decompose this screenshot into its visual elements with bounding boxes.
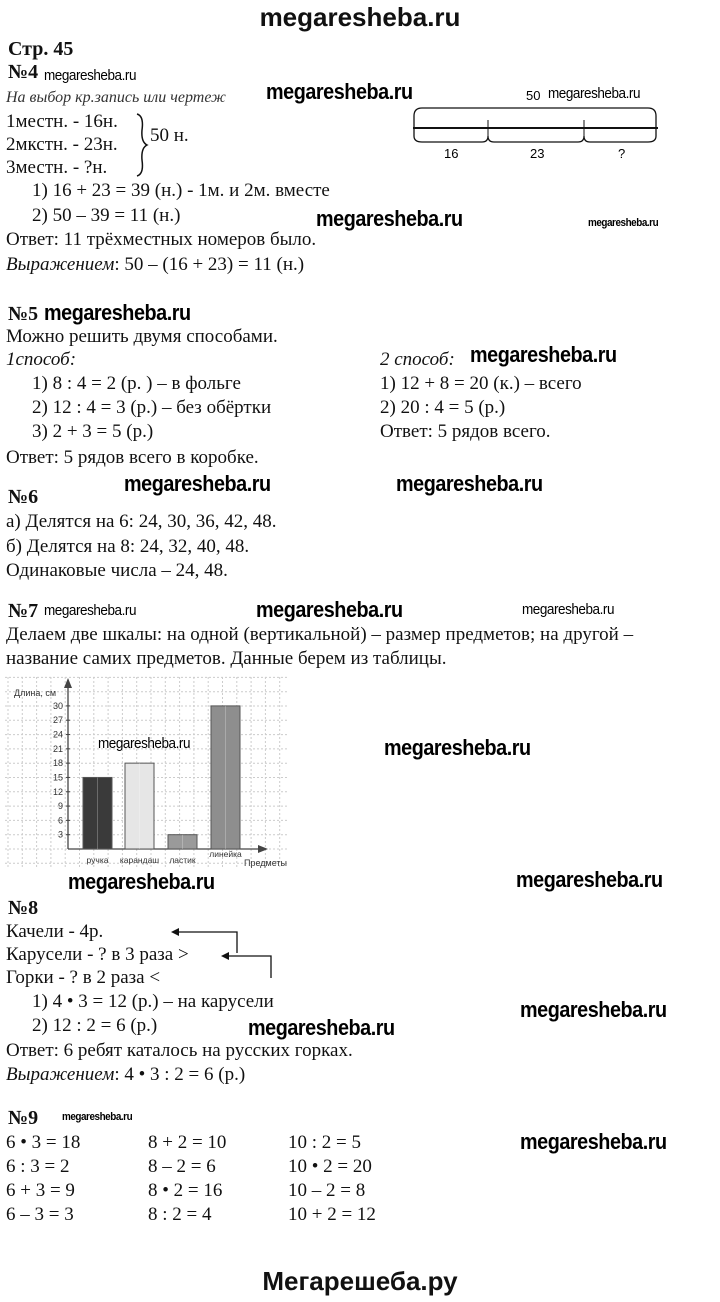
watermark: megaresheba.ru [316,206,463,231]
task9-equation: 6 : 3 = 2 [6,1156,70,1177]
task9-equation: 10 – 2 = 8 [288,1180,366,1201]
y-tick-label: 30 [52,700,63,711]
way1-label: 1способ: [6,349,77,370]
task9-equation: 6 – 3 = 3 [6,1204,74,1225]
task4-total: 50 н. [150,125,189,146]
x-tick-label: линейка [209,849,242,859]
page-label: Стр. 45 [8,38,74,60]
task7-line: название самих предметов. Данные берем из таблицы. [6,648,447,669]
y-tick-label: 21 [52,743,63,754]
task5-step: 3) 2 + 3 = 5 (р.) [32,421,154,442]
expr-label: Выражением [6,1064,115,1085]
task8-step: 2) 12 : 2 = 6 (р.) [32,1015,158,1036]
watermark: megaresheba.ru [124,471,271,496]
task5-step: 2) 12 : 4 = 3 (р.) – без обёртки [32,397,272,418]
task8-number: №8 [8,897,39,919]
watermark: megaresheba.ru [516,867,663,892]
task6-line: Одинаковые числа – 24, 48. [6,560,228,581]
task9-number: №9 [8,1107,39,1129]
watermark: megaresheba.ru [98,735,191,752]
task5-step: 2) 20 : 4 = 5 (р.) [380,397,506,418]
watermark: megaresheba.ru [470,342,617,367]
bar-chart [0,672,290,872]
way2-label: 2 способ: [380,349,455,370]
y-tick-label: 24 [52,729,63,740]
task5-answer: Ответ: 5 рядов всего в коробке. [6,447,259,468]
y-tick-label: 12 [52,786,63,797]
task9-equation: 8 • 2 = 16 [148,1180,223,1201]
watermark: megaresheba.ru [62,1111,133,1123]
watermark: megaresheba.ru [588,217,659,229]
task4-answer: Ответ: 11 трёхместных номеров было. [6,229,317,250]
x-axis-label: Предметы [244,858,288,868]
watermark: megaresheba.ru [44,300,191,325]
task5-intro: Можно решить двумя способами. [6,326,278,347]
task4-number: №4 [8,61,39,83]
task9-equation: 10 • 2 = 20 [288,1156,372,1177]
task4-line: 1местн. - 16н. [6,111,118,132]
watermark: megaresheba.ru [68,869,215,894]
watermark: megaresheba.ru [520,997,667,1022]
task9-equation: 8 – 2 = 6 [148,1156,216,1177]
task4-line: 3местн. - ?н. [6,157,108,178]
y-tick-label: 27 [52,715,63,726]
task9-equation: 6 • 3 = 18 [6,1132,81,1153]
x-tick-label: ластик [169,855,196,865]
y-tick-label: 6 [57,815,63,826]
task7-number: №7 [8,600,39,622]
watermark: megaresheba.ru [548,85,641,102]
brace-icon [134,112,150,178]
task4-step: 2) 50 – 39 = 11 (н.) [32,205,181,226]
task7-line: Делаем две шкалы: на одной (вертикальной) – размер предметов; на другой – [6,624,634,645]
task4-step: 1) 16 + 23 = 39 (н.) - 1м. и 2м. вместе [32,180,330,201]
task5-answer: Ответ: 5 рядов всего. [380,421,551,442]
diagram-part: ? [618,146,626,160]
task5-step: 1) 12 + 8 = 20 (к.) – всего [380,373,582,394]
task8-line: Карусели - ? в 3 раза > [6,944,189,965]
task8-step: 1) 4 • 3 = 12 (р.) – на карусели [32,991,274,1012]
y-tick-label: 3 [57,829,63,840]
watermark: megaresheba.ru [44,602,137,619]
task9-equation: 8 + 2 = 10 [148,1132,227,1153]
y-tick-label: 15 [52,772,63,783]
diagram-total: 50 [526,88,541,103]
x-tick-label: карандаш [119,855,160,865]
task6-line: а) Делятся на 6: 24, 30, 36, 42, 48. [6,511,277,532]
site-header: megaresheba.ru [259,2,461,32]
task9-equation: 8 : 2 = 4 [148,1204,212,1225]
site-footer: Мегарешеба.ру [262,1266,458,1296]
watermark: megaresheba.ru [266,79,413,104]
y-axis-label: Длина, см [14,688,57,698]
task9-equation: 10 + 2 = 12 [288,1204,376,1225]
diagram-part: 16 [444,146,459,160]
watermark: megaresheba.ru [396,471,543,496]
task5-number: №5 [8,303,39,325]
task9-equation: 6 + 3 = 9 [6,1180,75,1201]
diagram-part: 23 [530,146,545,160]
y-tick-label: 18 [52,758,63,769]
x-tick-label: ручка [86,855,109,865]
task6-number: №6 [8,486,39,508]
task8-answer: Ответ: 6 ребят каталось на русских горках. [6,1040,353,1061]
task8-line: Горки - ? в 2 раза < [6,967,161,988]
watermark: megaresheba.ru [384,735,531,760]
comparison-arrows [165,920,285,980]
task5-step: 1) 8 : 4 = 2 (р. ) – в фольге [32,373,241,394]
task4-expression: : 50 – (16 + 23) = 11 (н.) [114,254,305,275]
task9-equation: 10 : 2 = 5 [288,1132,361,1153]
watermark: megaresheba.ru [248,1015,395,1040]
expr-label: Выражением [6,254,115,275]
watermark: megaresheba.ru [520,1129,667,1154]
task6-line: б) Делятся на 8: 24, 32, 40, 48. [6,536,250,557]
task8-line: Качели - 4р. [6,921,104,942]
task4-line: 2мкстн. - 23н. [6,134,118,155]
x-axis-arrow-icon [258,845,268,853]
watermark: megaresheba.ru [522,601,615,618]
task8-expression: : 4 • 3 : 2 = 6 (р.) [114,1064,246,1085]
watermark: megaresheba.ru [44,67,137,84]
y-tick-label: 9 [57,801,63,812]
task4-hint: На выбор кр.запись или чертеж [6,89,226,106]
watermark: megaresheba.ru [256,597,403,622]
